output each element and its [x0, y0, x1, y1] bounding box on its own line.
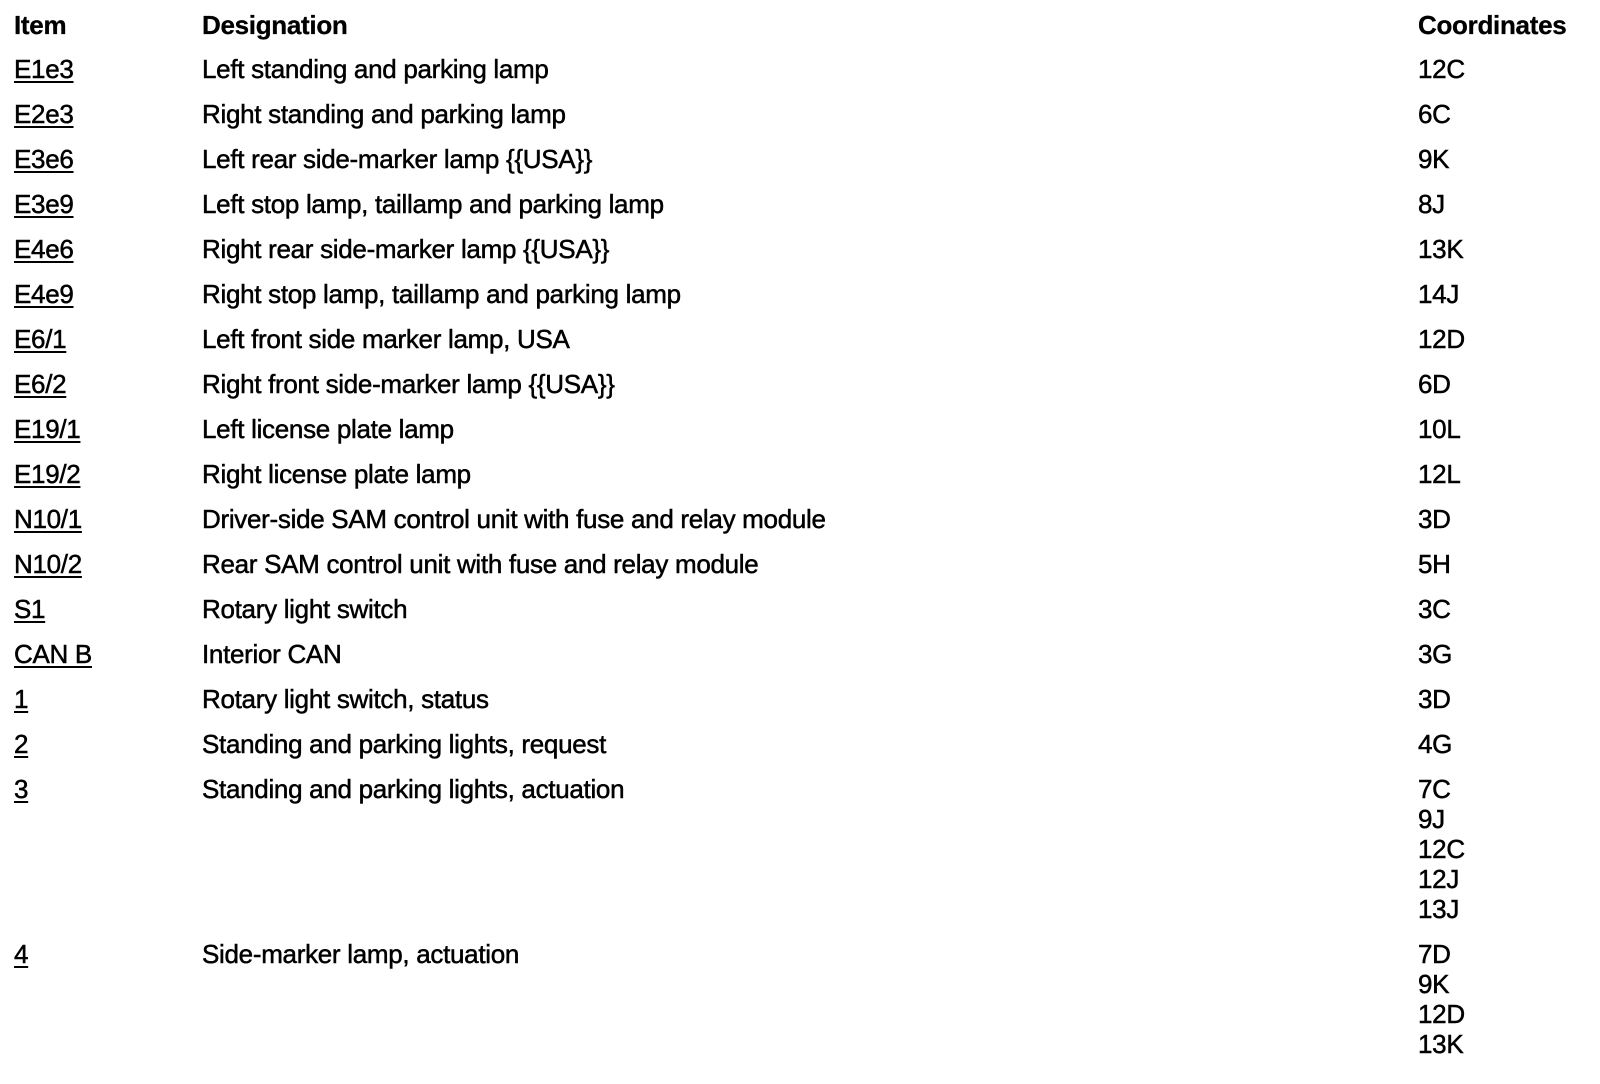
item-link[interactable]: E1e3 — [14, 54, 74, 84]
table-row — [0, 639, 1600, 684]
designation-cell: Right license plate lamp — [202, 459, 471, 489]
designation-cell: Side-marker lamp, actuation — [202, 939, 520, 969]
coordinates-cell — [1418, 279, 1600, 324]
coordinate-value: 8J — [1418, 189, 1445, 219]
table-row — [0, 279, 1600, 324]
item-cell — [0, 99, 202, 144]
table-row — [0, 459, 1600, 504]
header-coordinates: Coordinates — [1418, 10, 1567, 40]
item-link[interactable]: E6/1 — [14, 324, 67, 354]
designation-cell: Driver-side SAM control unit with fuse and relay module — [202, 504, 826, 534]
coordinate-value: 12C — [1418, 834, 1465, 864]
item-cell — [0, 414, 202, 459]
coordinates-cell — [1418, 369, 1600, 414]
coordinate-value: 10L — [1418, 414, 1461, 444]
item-cell — [0, 684, 202, 729]
coordinates-cell — [1418, 324, 1600, 369]
coordinates-cell — [1418, 504, 1600, 549]
coordinates-cell — [1418, 684, 1600, 729]
coordinates-cell — [1418, 144, 1600, 189]
table-row — [0, 774, 1600, 939]
coordinates-cell — [1418, 939, 1600, 1074]
item-link[interactable]: N10/1 — [14, 504, 82, 534]
coordinate-value: 3C — [1418, 594, 1451, 624]
coordinates-cell — [1418, 99, 1600, 144]
item-cell — [0, 594, 202, 639]
table-row — [0, 504, 1600, 549]
designation-cell: Right front side-marker lamp {{USA}} — [202, 369, 615, 399]
item-link[interactable]: E2e3 — [14, 99, 74, 129]
designation-cell: Rotary light switch — [202, 594, 408, 624]
coordinate-value: 12D — [1418, 999, 1465, 1029]
designation-cell: Left stop lamp, taillamp and parking lamp — [202, 189, 664, 219]
coordinate-value: 7C — [1418, 774, 1451, 804]
table-row — [0, 234, 1600, 279]
item-cell — [0, 729, 202, 774]
coordinate-value: 3D — [1418, 504, 1451, 534]
designation-cell: Right stop lamp, taillamp and parking lamp — [202, 279, 681, 309]
item-link[interactable]: E19/2 — [14, 459, 81, 489]
coordinate-value: 13K — [1418, 234, 1464, 264]
coordinate-value: 6D — [1418, 369, 1451, 399]
coordinates-cell — [1418, 774, 1600, 939]
designation-cell: Standing and parking lights, actuation — [202, 774, 625, 804]
item-cell — [0, 459, 202, 504]
table-row — [0, 414, 1600, 459]
coordinates-cell — [1418, 414, 1600, 459]
designation-cell: Interior CAN — [202, 639, 342, 669]
coordinate-value: 9K — [1418, 144, 1450, 174]
table-row — [0, 189, 1600, 234]
item-cell — [0, 54, 202, 99]
item-cell — [0, 774, 202, 939]
item-link[interactable]: E3e9 — [14, 189, 74, 219]
table-row — [0, 939, 1600, 1074]
coordinate-value: 9K — [1418, 969, 1450, 999]
table-row — [0, 324, 1600, 369]
coordinates-cell — [1418, 54, 1600, 99]
item-cell — [0, 234, 202, 279]
designation-cell: Left front side marker lamp, USA — [202, 324, 570, 354]
item-link[interactable]: E4e9 — [14, 279, 74, 309]
item-cell — [0, 144, 202, 189]
coordinate-value: 5H — [1418, 549, 1451, 579]
table-row — [0, 729, 1600, 774]
item-link[interactable]: 1 — [14, 684, 29, 714]
designation-cell: Right rear side-marker lamp {{USA}} — [202, 234, 610, 264]
item-link[interactable]: CAN B — [14, 639, 92, 669]
header-designation: Designation — [202, 10, 348, 40]
item-link[interactable]: E3e6 — [14, 144, 74, 174]
coordinates-cell — [1418, 189, 1600, 234]
table-row — [0, 54, 1600, 99]
header-row — [0, 0, 1600, 54]
designation-cell: Right standing and parking lamp — [202, 99, 566, 129]
coordinate-value: 12D — [1418, 324, 1465, 354]
table-row — [0, 144, 1600, 189]
header-item: Item — [14, 10, 67, 40]
item-cell — [0, 324, 202, 369]
coordinate-value: 7D — [1418, 939, 1451, 969]
designation-cell: Left standing and parking lamp — [202, 54, 549, 84]
item-link[interactable]: E6/2 — [14, 369, 67, 399]
coordinates-cell — [1418, 549, 1600, 594]
item-cell — [0, 279, 202, 324]
item-cell — [0, 549, 202, 594]
coordinate-value: 12L — [1418, 459, 1461, 489]
item-link[interactable]: E19/1 — [14, 414, 81, 444]
item-cell — [0, 369, 202, 414]
designation-cell: Standing and parking lights, request — [202, 729, 607, 759]
table-row — [0, 549, 1600, 594]
table-row — [0, 99, 1600, 144]
item-link[interactable]: 3 — [14, 774, 29, 804]
item-cell — [0, 189, 202, 234]
item-link[interactable]: N10/2 — [14, 549, 82, 579]
coordinate-value: 13J — [1418, 894, 1460, 924]
coordinate-value: 3D — [1418, 684, 1451, 714]
coordinates-cell — [1418, 729, 1600, 774]
coordinate-value: 12J — [1418, 864, 1460, 894]
designation-cell: Rear SAM control unit with fuse and relay module — [202, 549, 759, 579]
item-cell — [0, 504, 202, 549]
legend-body — [0, 54, 1600, 1074]
item-link[interactable]: 2 — [14, 729, 29, 759]
table-row — [0, 684, 1600, 729]
coordinates-cell — [1418, 594, 1600, 639]
table-row — [0, 594, 1600, 639]
designation-cell: Rotary light switch, status — [202, 684, 489, 714]
coordinates-cell — [1418, 459, 1600, 504]
coordinate-value: 6C — [1418, 99, 1451, 129]
coordinate-value: 3G — [1418, 639, 1453, 669]
item-link[interactable]: E4e6 — [14, 234, 74, 264]
coordinate-value: 12C — [1418, 54, 1465, 84]
item-link[interactable]: 4 — [14, 939, 29, 969]
coordinates-cell — [1418, 639, 1600, 684]
designation-cell: Left rear side-marker lamp {{USA}} — [202, 144, 593, 174]
item-link[interactable]: S1 — [14, 594, 46, 624]
item-cell — [0, 639, 202, 684]
coordinate-value: 14J — [1418, 279, 1460, 309]
table-row — [0, 369, 1600, 414]
designation-cell: Left license plate lamp — [202, 414, 454, 444]
coordinate-value: 4G — [1418, 729, 1453, 759]
coordinate-value: 13K — [1418, 1029, 1464, 1059]
item-cell — [0, 939, 202, 1074]
coordinate-value: 9J — [1418, 804, 1445, 834]
coordinates-cell — [1418, 234, 1600, 279]
